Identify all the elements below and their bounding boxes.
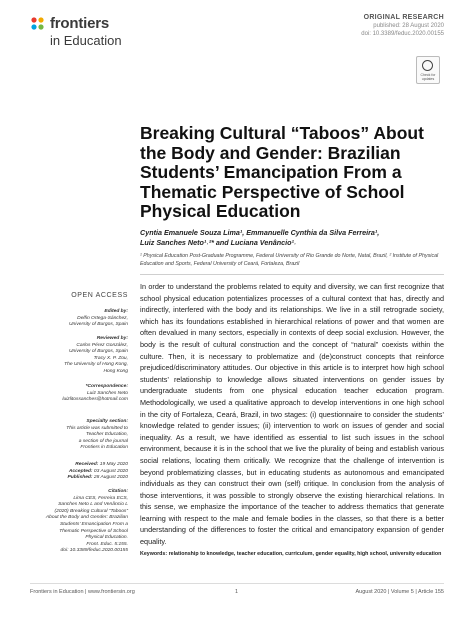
citation-line: Lima CES, Ferreira ECS,: [73, 495, 128, 501]
citation-line: Physical Education.: [85, 535, 128, 541]
keywords-label: Keywords:: [140, 551, 168, 557]
citation-block: [30, 489, 128, 555]
authors-line-1: Cyntia Emanuele Souza Lima¹, Emmanuelle Cynthia da Silva Ferreira¹,: [140, 228, 380, 237]
specialty-heading: Specialty section:: [86, 419, 128, 424]
citation-line: (2020) Breaking Cultural “Taboos”: [54, 508, 128, 514]
logo-journal-name: in Education: [50, 33, 122, 48]
footer-issue-info: August 2020 | Volume 5 | Article 155: [355, 589, 444, 595]
edited-by-line: Delfin Ortega-Sánchez,: [77, 315, 128, 321]
correspondence-block: [30, 384, 128, 404]
article-doi[interactable]: doi: 10.3389/feduc.2020.00155: [361, 31, 444, 37]
edited-by-block: [30, 309, 128, 329]
dates-block: [30, 462, 128, 482]
keywords-list: relationship to knowledge, teacher education, curriculum, gender equality, high school, university education: [168, 551, 442, 557]
article-title: Breaking Cultural “Taboos” About the Body and Gender: Brazilian Students’ Emancipation From a Thematic Perspective of School Physical Education: [140, 123, 424, 221]
correspondence-heading: *Correspondence:: [85, 384, 128, 389]
published-date: published: 28 August 2020: [373, 23, 444, 29]
article-meta: [361, 14, 444, 38]
citation-line: Thematic Perspective of School: [59, 528, 128, 534]
footer-journal-link[interactable]: Frontiers in Education | www.frontiersin.org: [30, 589, 135, 595]
specialty-line: Teacher Education,: [86, 432, 128, 438]
citation-line: Sanches Neto L and Venâncio L: [58, 502, 128, 508]
reviewed-by-line: Tracy X. P. Zou,: [93, 355, 128, 361]
page-number: 1: [235, 589, 239, 595]
reviewed-by-heading: Reviewed by:: [96, 336, 128, 341]
affiliations: ¹ Physical Education Post-Graduate Programme, Federal University of Rio Grande do Norte, Natal, Brazil, ² Institute of Physical Education and Sports, Federal University of Ceará, Fortaleza, Brazil: [140, 253, 439, 267]
correspondence-email[interactable]: luizlitossanches@hotmail.com: [62, 397, 128, 403]
citation-line: Front. Educ. 5:155.: [86, 541, 128, 547]
accepted-date: Accepted: 03 August 2020: [68, 468, 128, 474]
abstract-text: In order to understand the problems related to equity and diversity, we can first recognize that school physical education potentializes processes of a cultural context that has, directly and indirectly, interfered with the body and its relationships. We live in a still retrograde society, which has its foundations established in hierarchical relations of power and that women are often devalued in many sectors, especially in contexts of deep social exclusion. However, the body is the result of cultural construction and the concept of “natural” coexists within the culture. Then, it is necessary to problematize and (de)construct concepts that reinforce prejudiced/discriminatory attitudes. Our objective in this article is to interpret how high school students’ relationship to knowledge allows situated interventions on gender issues by undergraduate students from one physical education teacher education program. Methodologically, we used a qualitative approach to develop interventions in one high school in the city of Fortaleza, Ceará, Brazil, in two stages: (i) questionnaire to consider the students’ knowledge related to gender issues; (ii) intervention to work on issues of gender and social inequality. As a result, we have identified as essential to list such issues in the school environment, because it is in the school that we live the plurality of being and establish various social relations, locating them critically. We recognize that the challenge of intervention is beyond problematizing classes, but in educating students as autonomous and emancipated individuals as they can construct their own (self) critique. In conclusion from the analysis of those interventions, it was possible to strongly observe the existing hierarchical relations. In this sense, we emphasize the importance of the teacher to address thematics that generate learning with respect to the male and female bodies in the classes, so that there is a better understanding of the differences to foster the critical and emancipatory expansion of gender equality.: [140, 282, 444, 547]
author-list: [140, 228, 440, 248]
footer-divider: [30, 583, 444, 584]
specialty-line: This article was submitted to: [66, 425, 128, 431]
authors-line-2: Luiz Sanches Neto¹˒²* and Luciana Venâncio¹˒: [140, 238, 297, 247]
reviewed-by-line: Hong Kong: [103, 368, 128, 374]
citation-doi[interactable]: doi: 10.3389/feduc.2020.00155: [60, 548, 128, 554]
specialty-line: Frontiers in Education: [80, 445, 128, 451]
reviewed-by-block: [30, 336, 128, 376]
check-updates-label: Check for updates: [420, 73, 436, 81]
divider: [140, 274, 444, 275]
reviewed-by-line: The University of Hong Kong,: [64, 362, 128, 368]
correspondence-name: Luiz Sanches Neto: [86, 390, 128, 396]
citation-line: Students’ Emancipation From a: [60, 521, 128, 527]
published-date-side: Published: 28 August 2020: [67, 475, 128, 481]
edited-by-line: University of Burgos, Spain: [69, 322, 128, 328]
frontiers-logo-icon: [30, 16, 46, 32]
specialty-line: a section of the journal: [78, 438, 128, 444]
reviewed-by-line: University of Burgos, Spain: [69, 349, 128, 355]
edited-by-heading: Edited by:: [104, 309, 128, 314]
specialty-section-block: [30, 419, 128, 452]
citation-heading: Citation:: [108, 489, 128, 494]
open-access-label: OPEN ACCESS: [71, 292, 128, 299]
check-updates-icon: [422, 60, 433, 71]
citation-line: About the Body and Gender: Brazilian: [45, 515, 128, 521]
check-for-updates-button[interactable]: [416, 56, 440, 84]
article-type: ORIGINAL RESEARCH: [363, 14, 444, 21]
keywords: [140, 550, 444, 558]
reviewed-by-line: Carlos Pérez González,: [76, 342, 128, 348]
journal-logo[interactable]: [30, 14, 170, 50]
received-date: Received: 19 May 2020: [75, 462, 128, 467]
logo-wordmark: frontiers: [50, 15, 110, 32]
